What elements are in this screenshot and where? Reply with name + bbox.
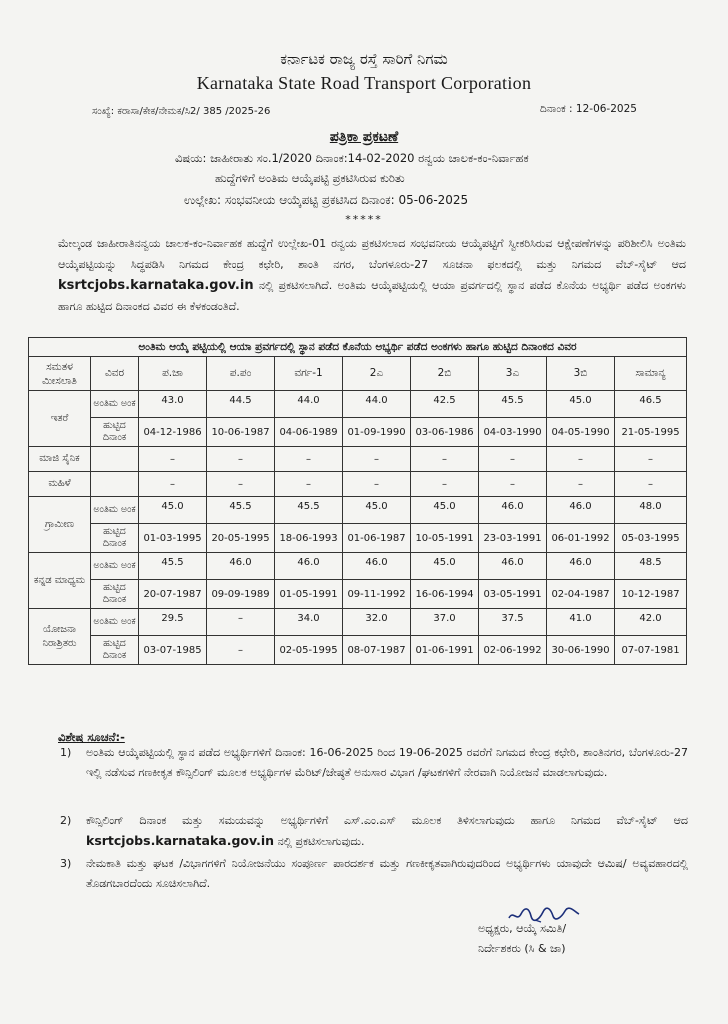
marks-value: 46.0 [229,557,252,568]
marks-value: 37.5 [501,613,524,624]
dob-value: 10-12-1987 [621,588,680,600]
marks-cell [275,497,343,524]
marks-value: 45.0 [365,501,388,512]
dob-cell [343,418,411,447]
dob-value: 09-11-1992 [347,588,406,600]
org-name-english: Karnataka State Road Transport Corporation [196,73,532,93]
dob-cell [547,418,615,447]
table-caption: ಅಂತಿಮ ಆಯ್ಕೆ ಪಟ್ಟಿಯಲ್ಲಿ ಆಯಾ ಪ್ರವರ್ಗದಲ್ಲಿ ಸ್ಥಾನ ಪಡೆದ ಕೊನೆಯ ಅಭ್ಯರ್ಥಿ ಪಡೆದ ಅಂಕಗಳು ಹಾಗೂ ಹುಟ್ಟಿದ ದಿನಾಂಕದ ವಿವರ [29,338,687,357]
value-cell: – [275,447,343,472]
signatory-title: ಅಧ್ಯಕ್ಷರು, ಆಯ್ಕೆ ಸಮಿತಿ/ [478,922,567,935]
value-cell: – [615,472,687,497]
note-number: 2) [60,814,72,827]
dob-value: 03-07-1985 [143,644,202,656]
dob-cell [343,524,411,553]
label-marks: ಅಂತಿಮ ಅಂಕ [91,497,139,524]
header-reservation: ಸಮತಳ ಮೀಸಲಾತಿ [29,357,91,391]
marks-cell [411,609,479,636]
marks-value: 45.5 [501,395,524,406]
dob-value: 10-05-1991 [415,532,474,544]
dob-value: 21-05-1995 [621,426,680,438]
marks-cell [207,609,275,636]
marks-value: 34.0 [297,613,320,624]
marks-cell [343,553,411,580]
dob-value: 08-07-1987 [347,644,406,656]
header-3b: 3ಬಿ [547,357,615,391]
dob-value: 30-06-1990 [551,644,610,656]
note-text-b: ನಲ್ಲಿ ಪ್ರಕಟಿಸಲಾಗುವುದು. [277,835,365,848]
value-cell: – [547,472,615,497]
value-cell: – [479,472,547,497]
note-text-a: ಕೌನ್ಸಿಲಿಂಗ್ ದಿನಾಂಕ ಮತ್ತು ಸಮಯವನ್ನು ಅಭ್ಯರ್ಥಿಗಳಿಗೆ ಎಸ್.ಎಂ.ಎಸ್ ಮೂಲಕ ತಿಳಿಸಲಾಗುವುದು ಹಾಗೂ ನಿಗಮದ ವೆಬ್-ಸೈಟ್ ಆದ [86,814,688,827]
marks-value: – [238,613,243,624]
marks-cell [615,497,687,524]
value-cell: – [343,447,411,472]
label-marks: ಅಂತಿಮ ಅಂಕ [91,609,139,636]
dob-cell [207,580,275,609]
marks-value: 46.0 [297,557,320,568]
marks-value: 46.0 [365,557,388,568]
dob-cell [411,524,479,553]
marks-cell [547,497,615,524]
marks-cell [139,553,207,580]
body-text-part1: ಮೇಲ್ಕಂಡ ಜಾಹೀರಾತಿನನ್ವಯ ಚಾಲಕ-ಕಂ-ನಿರ್ವಾಹಕ ಹುದ್ದೆಗೆ ಉಲ್ಲೇಖ-01 ರನ್ವಯ ಪ್ರಕಟಿಸಲಾದ ಸಂಭವನೀಯ ಆಯ್ಕೆಪಟ್ಟಿಗೆ ಸ್ವೀಕರಿಸಿರುವ ಆಕ್ಷೇಪಣೆಗಳನ್ನು ಪರಿಶೀಲಿಸಿ ಅಂತಿಮ ಆಯ್ಕೆಪಟ್ಟಿಯನ್ನು ಸಿದ್ಧಪಡಿಸಿ ನಿಗಮದ ಕೇಂದ್ರ ಕಛೇರಿ, ಶಾಂತಿ ನಗರ, ಬೆಂಗಳೂರು-27 ಸೂಚನಾ ಫಲಕದಲ್ಲಿ ಮತ್ತು ನಿಗಮದ ವೆಬ್-ಸೈಟ್ ಆದ [58,237,686,271]
category-cell: ಇತರೆ [29,391,91,447]
table-row [29,391,687,418]
table-row [29,472,687,497]
category-cell: ಮಾಜಿ ಸೈನಿಕ [29,447,91,472]
dob-value: 20-05-1995 [211,532,270,544]
marks-cell [479,553,547,580]
table-row [29,447,687,472]
marks-cell [139,609,207,636]
dob-value: 03-06-1986 [415,426,474,438]
dob-value: 04-06-1989 [279,426,338,438]
dob-value: 06-01-1992 [551,532,610,544]
table-header-row [29,357,687,391]
signatory-designation: ನಿರ್ದೇಶಕರು (ಸಿ & ಜಾ) [478,942,566,955]
dob-value: 01-06-1987 [347,532,406,544]
marks-cell [275,553,343,580]
press-note-title: ಪತ್ರಿಕಾ ಪ್ರಕಟಣೆ [329,129,399,145]
value-cell: – [479,447,547,472]
dob-value: 03-05-1991 [483,588,542,600]
category-cell: ಮಹಿಳೆ [29,472,91,497]
header-st: ಪ.ಪಂ [207,357,275,391]
dob-cell [139,580,207,609]
dob-cell [207,636,275,665]
dob-value: 05-03-1995 [621,532,680,544]
header-2b: 2ಬಿ [411,357,479,391]
value-cell: – [207,447,275,472]
header-general: ಸಾಮಾನ್ಯ [615,357,687,391]
value-cell: – [207,472,275,497]
dob-cell [343,580,411,609]
dob-cell [139,636,207,665]
marks-value: 41.0 [569,613,592,624]
note-text: ನೇಮಕಾತಿ ಮತ್ತು ಘಟಕ /ವಿಭಾಗಗಳಿಗೆ ನಿಯೋಜನೆಯು ಸಂಪೂರ್ಣ ಪಾರದರ್ಶಕ ಮತ್ತು ಗಣಕೀಕೃತವಾಗಿರುವುದರಿಂದ ಅಭ್ಯರ್ಥಿಗಳು ಯಾವುದೇ ಆಮಿಷ/ ಅವ್ಯವಹಾರದಲ್ಲಿ ತೊಡಗಬಾರದೆಂದು ಸೂಚಿಸಲಾಗಿದೆ. [86,857,688,890]
dob-cell [479,524,547,553]
dob-cell [139,418,207,447]
marks-cell [343,391,411,418]
marks-cell [207,497,275,524]
dob-cell [411,418,479,447]
dob-value: 01-06-1991 [415,644,474,656]
value-cell: – [275,472,343,497]
dob-value: – [238,644,243,656]
dob-cell [139,524,207,553]
dob-value: 18-06-1993 [279,532,338,544]
dob-value: 04-03-1990 [483,426,542,438]
marks-cell [615,391,687,418]
marks-cell [343,609,411,636]
marks-cell [547,553,615,580]
note-item [60,811,688,852]
detail-cell [91,447,139,472]
marks-cell [275,391,343,418]
value-cell: – [139,447,207,472]
marks-cell [207,553,275,580]
marks-value: 29.5 [161,613,184,624]
marks-value: 43.0 [161,395,184,406]
note-item [60,743,688,783]
dob-value: 02-04-1987 [551,588,610,600]
marks-cell [207,391,275,418]
dob-value: 04-05-1990 [551,426,610,438]
marks-value: 44.5 [229,395,252,406]
header-2a: 2ಎ [343,357,411,391]
category-cell: ಕನ್ನಡ ಮಾಧ್ಯಮ [29,553,91,609]
marks-value: 45.0 [433,501,456,512]
marks-cell [479,391,547,418]
table-body [29,391,687,665]
dob-cell [547,524,615,553]
value-cell: – [615,447,687,472]
value-cell: – [547,447,615,472]
table-row [29,609,687,636]
note-number: 3) [60,857,72,870]
marks-cell [139,391,207,418]
marks-value: 42.5 [433,395,456,406]
dob-cell [479,418,547,447]
subject-line-2: ಹುದ್ದೆಗಳಿಗೆ ಅಂತಿಮ ಆಯ್ಕೆಪಟ್ಟಿ ಪ್ರಕಟಿಸಿರುವ ಕುರಿತು [215,171,405,185]
table-row [29,553,687,580]
marks-value: 46.0 [569,501,592,512]
table-row [29,580,687,609]
website-link[interactable]: ksrtcjobs.karnataka.gov.in [86,833,275,848]
dob-cell [207,524,275,553]
detail-cell [91,472,139,497]
notes-heading: ವಿಶೇಷ ಸೂಚನೆ:- [58,730,125,744]
document-date: ದಿನಾಂಕ : 12-06-2025 [540,103,637,115]
dob-cell [479,580,547,609]
header-3a: 3ಎ [479,357,547,391]
marks-cell [479,497,547,524]
org-name-kannada: ಕರ್ನಾಟಕ ರಾಜ್ಯ ರಸ್ತೆ ಸಾರಿಗೆ ನಿಗಮ [280,50,448,68]
dob-cell [479,636,547,665]
website-link[interactable]: ksrtcjobs.karnataka.gov.in [58,278,254,293]
marks-value: 45.5 [297,501,320,512]
marks-value: 45.0 [433,557,456,568]
header-cat1: ವರ್ಗ-1 [275,357,343,391]
subject-line-1: ವಿಷಯ: ಜಾಹೀರಾತು ಸಂ.1/2020 ದಿನಾಂಕ:14-02-2020 ರನ್ವಯ ಚಾಲಕ-ಕಂ-ನಿರ್ವಾಹಕ [175,151,529,165]
dob-value: 07-07-1981 [621,644,680,656]
value-cell: – [343,472,411,497]
marks-value: 45.0 [569,395,592,406]
dob-cell [615,580,687,609]
label-marks: ಅಂತಿಮ ಅಂಕ [91,553,139,580]
dob-cell [207,418,275,447]
marks-cell [411,553,479,580]
dob-cell [615,524,687,553]
marks-cell [615,553,687,580]
value-cell: – [411,447,479,472]
table-row [29,636,687,665]
dob-cell [615,636,687,665]
marks-value: 46.0 [501,501,524,512]
dob-value: 23-03-1991 [483,532,542,544]
table-row [29,524,687,553]
marks-cell [411,497,479,524]
body-text-part2: ನಲ್ಲಿ ಪ್ರಕಟಿಸಲಾಗಿದೆ. ಅಂತಿಮ ಆಯ್ಕೆಪಟ್ಟಿಯಲ್ಲಿ ಆಯಾ ಪ್ರವರ್ಗದಲ್ಲಿ ಸ್ಥಾನ ಪಡೆದ ಕೊನೆಯ ಅಭ್ಯರ್ಥಿ ಪಡೆದ ಅಂಕಗಳು ಹಾಗೂ ಹುಟ್ಟಿದ ದಿನಾಂಕದ ವಿವರ ಈ ಕೆಳಕಂಡಂತಿದೆ. [58,279,686,313]
marks-value: 48.0 [639,501,662,512]
marks-value: 46.5 [639,395,662,406]
cutoff-table [28,337,687,665]
marks-value: 45.5 [229,501,252,512]
marks-value: 44.0 [297,395,320,406]
dob-cell [275,524,343,553]
dob-cell [615,418,687,447]
dob-cell [411,636,479,665]
marks-value: 42.0 [639,613,662,624]
marks-value: 45.0 [161,501,184,512]
reference-number: ಸಂಖ್ಯೆ: ಕರಾಸಾ/ಕೇಕ/ನೇಮಕ/ಸಿ2/ 385 /2025-26 [92,106,271,117]
marks-value: 46.0 [569,557,592,568]
marks-value: 32.0 [365,613,388,624]
note-text: ಅಂತಿಮ ಆಯ್ಕೆಪಟ್ಟಿಯಲ್ಲಿ ಸ್ಥಾನ ಪಡೆದ ಅಭ್ಯರ್ಥಿಗಳಿಗೆ ದಿನಾಂಕ: 16-06-2025 ರಿಂದ 19-06-2025 ರವರೆಗೆ ನಿಗಮದ ಕೇಂದ್ರ ಕಛೇರಿ, ಶಾಂತಿನಗರ, ಬೆಂಗಳೂರು-27 ಇಲ್ಲಿ ನಡೆಸುವ ಗಣಕೀಕೃತ ಕೌನ್ಸಿಲಿಂಗ್ ಮೂಲಕ ಅಭ್ಯರ್ಥಿಗಳ ಮೆರಿಟ್/ಜೇಷ್ಠತೆ ಅನುಸಾರ ವಿಭಾಗ /ಘಟಕಗಳಿಗೆ ನೇರವಾಗಿ ನಿಯೋಜನೆ ಮಾಡಲಾಗುವುದು. [86,746,688,779]
dob-cell [547,580,615,609]
marks-value: 44.0 [365,395,388,406]
body-paragraph [58,233,686,317]
dob-cell [343,636,411,665]
category-cell: ಯೋಜನಾ ನಿರಾಶ್ರಿತರು [29,609,91,665]
dob-value: 10-06-1987 [211,426,270,438]
marks-value: 45.5 [161,557,184,568]
marks-cell [547,391,615,418]
marks-cell [343,497,411,524]
label-dob: ಹುಟ್ಟಿದ ದಿನಾಂಕ [91,524,139,553]
separator-stars: ***** [345,213,383,226]
header-detail: ವಿವರ [91,357,139,391]
value-cell: – [139,472,207,497]
dob-value: 01-05-1991 [279,588,338,600]
label-marks: ಅಂತಿಮ ಅಂಕ [91,391,139,418]
label-dob: ಹುಟ್ಟಿದ ದಿನಾಂಕ [91,636,139,665]
value-cell: – [411,472,479,497]
table-row [29,418,687,447]
marks-value: 48.5 [639,557,662,568]
dob-value: 02-05-1995 [279,644,338,656]
dob-value: 04-12-1986 [143,426,202,438]
marks-cell [411,391,479,418]
category-cell: ಗ್ರಾಮೀಣ [29,497,91,553]
table-row [29,497,687,524]
marks-cell [139,497,207,524]
marks-cell [547,609,615,636]
dob-cell [275,418,343,447]
dob-value: 09-09-1989 [211,588,270,600]
dob-value: 16-06-1994 [415,588,474,600]
dob-value: 20-07-1987 [143,588,202,600]
dob-value: 02-06-1992 [483,644,542,656]
dob-cell [275,636,343,665]
header-sc: ಪ.ಜಾ [139,357,207,391]
marks-cell [275,609,343,636]
dob-cell [411,580,479,609]
dob-cell [275,580,343,609]
note-number: 1) [60,746,72,759]
dob-value: 01-03-1995 [143,532,202,544]
marks-value: 37.0 [433,613,456,624]
marks-cell [615,609,687,636]
dob-cell [547,636,615,665]
marks-value: 46.0 [501,557,524,568]
note-item [60,854,688,894]
reference-line: ಉಲ್ಲೇಖ: ಸಂಭವನೀಯ ಆಯ್ಕೆಪಟ್ಟಿ ಪ್ರಕಟಿಸಿದ ದಿನಾಂಕ: 05-06-2025 [184,193,469,207]
marks-cell [479,609,547,636]
label-dob: ಹುಟ್ಟಿದ ದಿನಾಂಕ [91,418,139,447]
dob-value: 01-09-1990 [347,426,406,438]
label-dob: ಹುಟ್ಟಿದ ದಿನಾಂಕ [91,580,139,609]
